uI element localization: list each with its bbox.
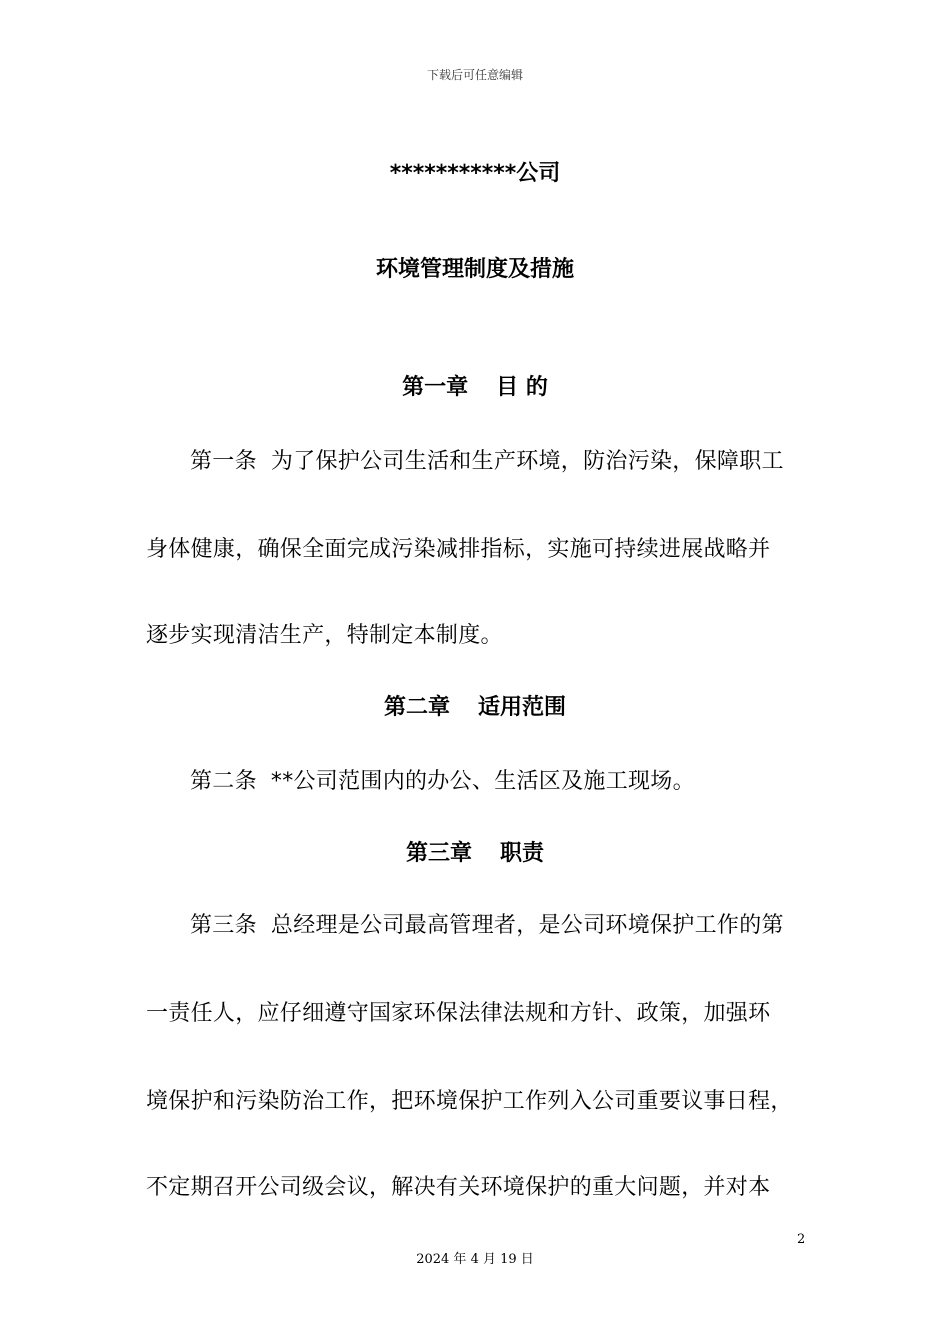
article-1-line-2: 身体健康，确保全面完成污染减排指标，实施可持续进展战略并 [146,537,771,562]
chapter-2-label: 第二章 [383,695,450,720]
article-2-text-1: **公司范围内的办公、生活区及施工现场。 [270,769,695,794]
page-number: 2 [797,1232,806,1247]
article-1-line-3: 逐步实现清洁生产，特制定本制度。 [146,623,503,648]
article-3-line-1 [190,908,784,939]
chapter-2-name: 适用范围 [478,695,567,720]
article-3-label: 第三条 [190,913,257,938]
article-3-line-2: 一责任人，应仔细遵守国家环保法律法规和方针、政策，加强环 [146,1001,771,1026]
article-1-line-1 [190,444,784,475]
chapter-2-heading [0,690,950,721]
article-3-line-3: 境保护和污染防治工作，把环境保护工作列入公司重要议事日程， [146,1089,793,1114]
chapter-3-label: 第三章 [405,841,472,866]
chapter-3-heading [0,836,950,867]
company-title: ***********公司 [389,161,561,186]
document-title: 环境管理制度及措施 [375,257,574,282]
article-1-text-1: 为了保护公司生活和生产环境，防治污染，保障职工 [270,449,784,474]
article-3-text-1: 总经理是公司最高管理者，是公司环境保护工作的第 [270,913,784,938]
article-3-line-4: 不定期召开公司级会议，解决有关环境保护的重大问题，并对本 [146,1175,771,1200]
chapter-3-name: 职责 [500,841,545,866]
article-2-label: 第二条 [190,769,257,794]
header-note: 下载后可任意编辑 [426,68,523,82]
chapter-1-label: 第一章 [402,375,469,400]
article-2-line-1 [190,764,695,795]
chapter-1-name: 目 的 [496,375,548,400]
article-1-label: 第一条 [190,449,257,474]
chapter-1-heading [0,370,950,401]
footer-date: 2024 年 4 月 19 日 [416,1252,534,1267]
